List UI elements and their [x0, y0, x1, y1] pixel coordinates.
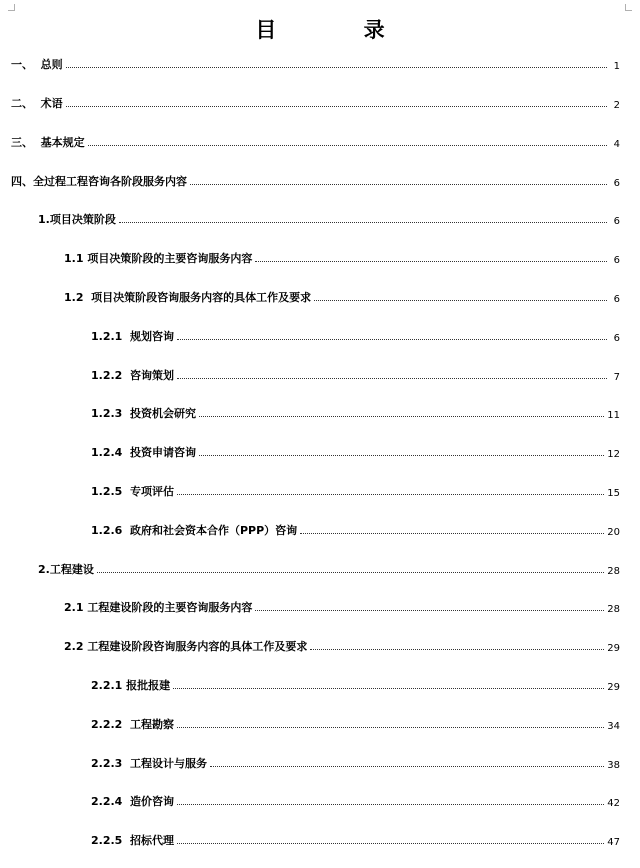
- toc-entry-label: 2.2 工程建设阶段咨询服务内容的具体工作及要求: [64, 640, 308, 653]
- toc-leader-dots: [177, 726, 604, 728]
- toc-entry-page: 28: [607, 604, 620, 615]
- toc-entry[interactable]: [64, 287, 620, 305]
- toc-leader-dots: [199, 415, 604, 417]
- toc-entry[interactable]: [38, 559, 620, 577]
- toc-entry[interactable]: [64, 248, 620, 266]
- page-corner-mark-right: [625, 4, 632, 11]
- toc-entry-label: 三、 基本规定: [11, 136, 85, 149]
- toc-entry-page: 28: [607, 566, 620, 577]
- toc-entry-page: 42: [607, 798, 620, 809]
- toc-entry-label: 一、 总则: [11, 58, 63, 71]
- page-corner-mark-left: [8, 4, 15, 11]
- toc-entry[interactable]: [91, 830, 620, 848]
- toc-entry-page: 29: [607, 682, 620, 693]
- toc-entry-page: 6: [613, 255, 620, 266]
- toc-entry[interactable]: [91, 791, 620, 809]
- toc-leader-dots: [66, 105, 607, 107]
- toc-entry-page: 7: [613, 372, 620, 383]
- toc-entry-label: 1.2.5 专项评估: [91, 485, 174, 498]
- toc-entry-label: 2.2.3 工程设计与服务: [91, 757, 207, 770]
- toc-entry-label: 四、全过程工程咨询各阶段服务内容: [11, 175, 187, 188]
- toc-entry[interactable]: [11, 132, 620, 150]
- toc-entry-label: 2.1 工程建设阶段的主要咨询服务内容: [64, 601, 253, 614]
- toc-entry[interactable]: [64, 636, 620, 654]
- toc-entry-label: 1.2 项目决策阶段咨询服务内容的具体工作及要求: [64, 291, 312, 304]
- toc-leader-dots: [199, 454, 604, 456]
- toc-entry-label: 1.2.3 投资机会研究: [91, 407, 196, 420]
- toc-leader-dots: [255, 260, 607, 262]
- toc-entry[interactable]: [91, 675, 620, 693]
- toc-entry-page: 20: [607, 527, 620, 538]
- toc-leader-dots: [314, 299, 607, 301]
- toc-leader-dots: [177, 842, 604, 844]
- toc-entry-page: 6: [613, 216, 620, 227]
- toc-entry-label: 2.2.1 报批报建: [91, 679, 171, 692]
- toc-entry[interactable]: [91, 520, 620, 538]
- toc-entry-label: 2.2.4 造价咨询: [91, 795, 174, 808]
- toc-entry-page: 1: [613, 61, 620, 72]
- toc-leader-dots: [88, 144, 607, 146]
- toc-entry[interactable]: [11, 171, 620, 189]
- toc-entry-label: 1.1 项目决策阶段的主要咨询服务内容: [64, 252, 253, 265]
- toc-entry-page: 12: [607, 449, 620, 460]
- toc-entry[interactable]: [11, 93, 620, 111]
- toc-entry-page: 6: [613, 294, 620, 305]
- toc-entry-label: 2.工程建设: [38, 563, 94, 576]
- toc-entry[interactable]: [91, 442, 620, 460]
- toc-entry[interactable]: [91, 753, 620, 771]
- toc-entry-page: 15: [607, 488, 620, 499]
- toc-entry-page: 6: [613, 333, 620, 344]
- toc-leader-dots: [97, 571, 604, 573]
- page-title: 目 录: [255, 18, 425, 42]
- toc-leader-dots: [177, 493, 604, 495]
- toc-entry[interactable]: [11, 54, 620, 72]
- toc-entry[interactable]: [91, 365, 620, 383]
- toc-entry[interactable]: [64, 597, 620, 615]
- toc-leader-dots: [66, 66, 607, 68]
- toc-entry-label: 1.项目决策阶段: [38, 213, 116, 226]
- toc-leader-dots: [177, 803, 604, 805]
- toc-entry-label: 1.2.6 政府和社会资本合作（PPP）咨询: [91, 524, 298, 537]
- toc-leader-dots: [173, 687, 604, 689]
- toc-leader-dots: [210, 765, 604, 767]
- toc-leader-dots: [177, 338, 607, 340]
- toc-leader-dots: [300, 532, 604, 534]
- toc-entry-label: 2.2.2 工程勘察: [91, 718, 174, 731]
- toc-entry[interactable]: [38, 209, 620, 227]
- toc-entry[interactable]: [91, 481, 620, 499]
- toc-entry-label: 二、 术语: [11, 97, 63, 110]
- toc-leader-dots: [119, 221, 607, 223]
- toc-entry-page: 2: [613, 100, 620, 111]
- toc-entry-label: 2.2.5 招标代理: [91, 834, 174, 847]
- toc-leader-dots: [310, 648, 604, 650]
- toc-leader-dots: [177, 377, 607, 379]
- toc-entry-page: 4: [613, 139, 620, 150]
- toc-entry[interactable]: [91, 714, 620, 732]
- toc-leader-dots: [255, 609, 604, 611]
- toc-entry[interactable]: [91, 326, 620, 344]
- toc-entry-page: 34: [607, 721, 620, 732]
- toc-entry[interactable]: [91, 403, 620, 421]
- toc-entry-page: 6: [613, 178, 620, 189]
- toc-entry-page: 47: [607, 837, 620, 848]
- toc-entry-page: 29: [607, 643, 620, 654]
- toc-entry-label: 1.2.1 规划咨询: [91, 330, 174, 343]
- toc-leader-dots: [190, 183, 607, 185]
- toc-entry-page: 38: [607, 760, 620, 771]
- toc-entry-page: 11: [607, 410, 620, 421]
- toc-entry-label: 1.2.4 投资申请咨询: [91, 446, 196, 459]
- toc-entry-label: 1.2.2 咨询策划: [91, 369, 174, 382]
